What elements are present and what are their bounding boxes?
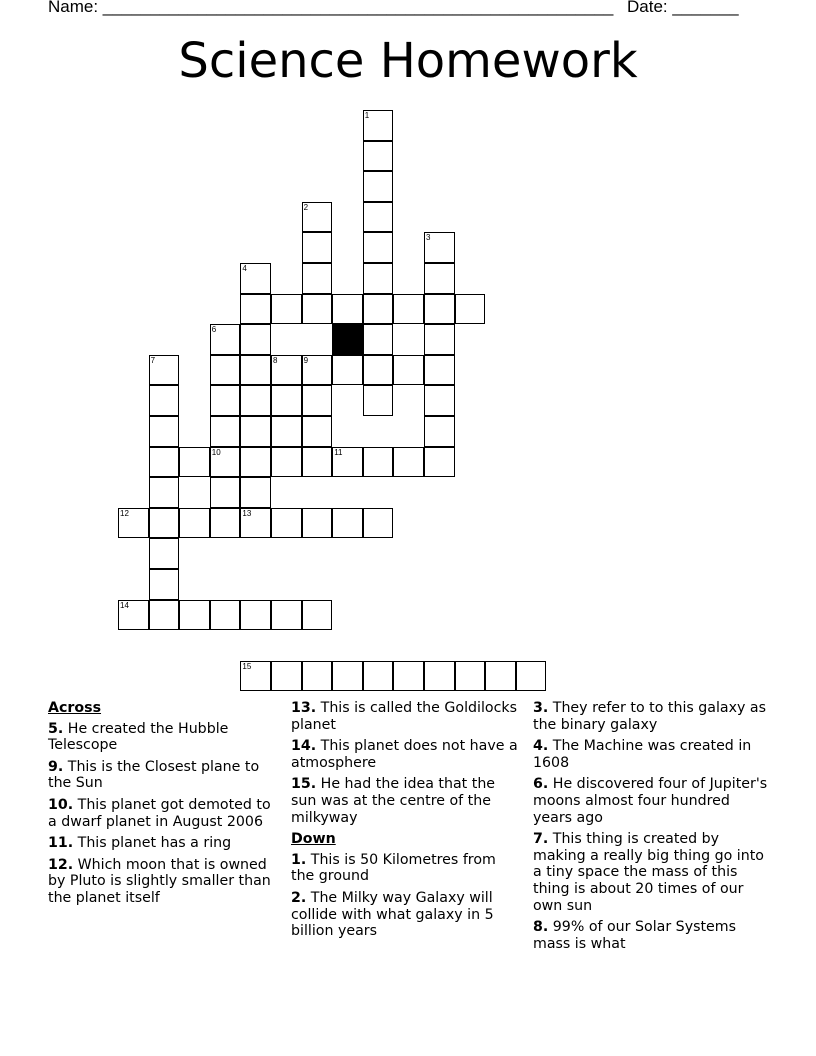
clue-across-12: 12. Which moon that is owned by Pluto is slightly smaller than the planet itself [48,856,271,906]
grid-cell-13[interactable] [240,508,271,539]
grid-cell[interactable] [271,294,302,325]
grid-cell[interactable] [149,508,180,539]
clue-number: 8 [273,355,278,365]
grid-cell[interactable] [210,416,241,447]
grid-cell-1[interactable] [363,110,394,141]
grid-cell[interactable] [363,508,394,539]
clue-number: 1 [364,111,370,120]
name-field-label: Name: ______________________________________________________ [48,0,614,16]
clue-down-8: 8. 99% of our Solar Systems mass is what [533,919,736,952]
grid-cell-12[interactable] [118,508,149,539]
grid-cell-11[interactable] [332,447,363,478]
grid-cell[interactable] [149,600,180,631]
clue-number: 2 [303,202,309,212]
grid-cell[interactable] [332,661,363,692]
clue-down-3: 3. They refer to to this galaxy as the binary galaxy [533,700,767,733]
clue-down-1: 1. This is 50 Kilometres from the ground [291,851,496,885]
grid-cell[interactable] [302,294,333,325]
clue-across-9: 9. This is the Closest plane to the Sun [48,758,260,792]
grid-cell[interactable] [485,661,516,692]
across-heading: Across [48,700,102,716]
date-field-label: Date: _______ [627,0,739,16]
grid-cell-15[interactable] [240,661,271,692]
grid-cell[interactable] [240,416,271,447]
grid-cell[interactable] [455,294,486,325]
grid-cell[interactable] [302,263,333,294]
clues-column-2 [291,700,523,945]
grid-cell[interactable] [393,355,424,386]
grid-cell[interactable] [363,324,394,355]
grid-cell-14[interactable] [118,600,149,631]
grid-cell[interactable] [424,355,455,386]
grid-cell[interactable] [424,263,455,294]
grid-cell[interactable] [302,661,333,692]
down-heading: Down [291,831,336,848]
grid-cell[interactable] [210,355,241,386]
clue-down-4: 4. The Machine was created in 1608 [533,738,752,771]
grid-cell[interactable] [424,416,455,447]
clue-down-2: 2. The Milky way Galaxy will collide with what galaxy in 5 billion years [291,889,494,940]
grid-cell[interactable] [516,661,547,692]
grid-cell[interactable] [240,385,271,416]
grid-cell[interactable] [363,294,394,325]
grid-cell[interactable] [240,294,271,325]
clue-number: 6 [211,325,217,335]
grid-cell[interactable] [424,661,455,692]
grid-cell[interactable] [332,294,363,325]
grid-cell-10[interactable] [210,447,241,478]
grid-cell[interactable] [302,447,333,478]
grid-cell[interactable] [210,385,241,416]
clue-across-14: 14. This planet does not have a atmosphere [291,738,518,771]
grid-cell[interactable] [424,294,455,325]
grid-cell[interactable] [240,324,271,355]
grid-cell[interactable] [363,355,394,386]
grid-cell[interactable] [393,447,424,478]
grid-cell[interactable] [424,324,455,355]
grid-cell[interactable] [332,508,363,539]
grid-cell[interactable] [363,263,394,294]
grid-cell[interactable] [271,385,302,416]
grid-cell-4[interactable] [240,263,271,294]
grid-cell[interactable] [149,385,180,416]
grid-block [332,324,363,355]
grid-cell[interactable] [179,600,210,631]
grid-cell[interactable] [240,600,271,631]
clue-number: 3 [426,233,431,243]
grid-cell[interactable] [302,232,333,263]
grid-cell[interactable] [240,447,271,478]
grid-cell[interactable] [302,416,333,447]
grid-cell[interactable] [393,661,424,692]
grid-cell[interactable] [363,141,394,172]
grid-cell-9[interactable] [302,355,333,386]
grid-cell-8[interactable] [271,355,302,386]
clue-across-11: 11. This planet has a ring [48,835,232,852]
clues-column-1 [48,700,278,912]
clue-number: 9 [303,355,309,365]
grid-cell-6[interactable] [210,324,241,355]
clue-number: 13 [242,508,252,518]
grid-cell[interactable] [455,661,486,692]
grid-cell[interactable] [363,232,394,263]
grid-cell-3[interactable] [424,232,455,263]
grid-cell[interactable] [271,661,302,692]
grid-cell[interactable] [424,447,455,478]
clues-column-3 [533,700,769,957]
clue-across-10: 10. This planet got demoted to a dwarf planet in August 2006 [48,796,271,830]
grid-cell[interactable] [363,171,394,202]
grid-cell[interactable] [240,477,271,508]
grid-cell[interactable] [149,569,180,600]
grid-cell[interactable] [210,477,241,508]
clue-number: 4 [242,264,247,273]
clue-across-15: 15. He had the idea that the sun was at the centre of the milkyway [291,776,496,826]
clue-number: 15 [242,661,252,671]
grid-cell[interactable] [363,202,394,233]
grid-cell[interactable] [363,385,394,416]
grid-cell[interactable] [271,416,302,447]
grid-cell[interactable] [271,508,302,539]
grid-cell[interactable] [302,385,333,416]
grid-cell[interactable] [240,355,271,386]
grid-cell[interactable] [393,294,424,325]
grid-cell[interactable] [149,416,180,447]
clue-down-7: 7. This thing is created by making a really big thing go into a tiny space the mass of this thing is about 20 times of our own sun [533,831,764,914]
grid-cell-2[interactable] [302,202,333,233]
clue-across-5: 5. He created the Hubble Telescope [48,720,229,754]
clue-down-6: 6. He discovered four of Jupiter's moons almost four hundred years ago [533,776,768,826]
clue-number: 11 [334,447,343,457]
grid-cell[interactable] [332,355,363,386]
clue-number: 10 [211,447,221,457]
grid-cell[interactable] [149,447,180,478]
clue-number: 12 [120,508,129,518]
grid-cell[interactable] [210,508,241,539]
grid-cell[interactable] [424,385,455,416]
grid-cell-7[interactable] [149,355,180,386]
grid-cell[interactable] [179,508,210,539]
clue-across-13: 13. This is called the Goldilocks planet [291,700,518,733]
grid-cell[interactable] [363,661,394,692]
grid-cell[interactable] [149,538,180,569]
grid-cell[interactable] [210,600,241,631]
grid-cell[interactable] [302,508,333,539]
grid-cell[interactable] [271,600,302,631]
grid-cell[interactable] [149,477,180,508]
clue-number: 7 [150,355,156,365]
grid-cell[interactable] [363,447,394,478]
page-title: Science Homework [178,33,638,89]
grid-cell[interactable] [302,600,333,631]
grid-cell[interactable] [179,447,210,478]
grid-cell[interactable] [271,447,302,478]
clue-number: 14 [120,600,129,610]
